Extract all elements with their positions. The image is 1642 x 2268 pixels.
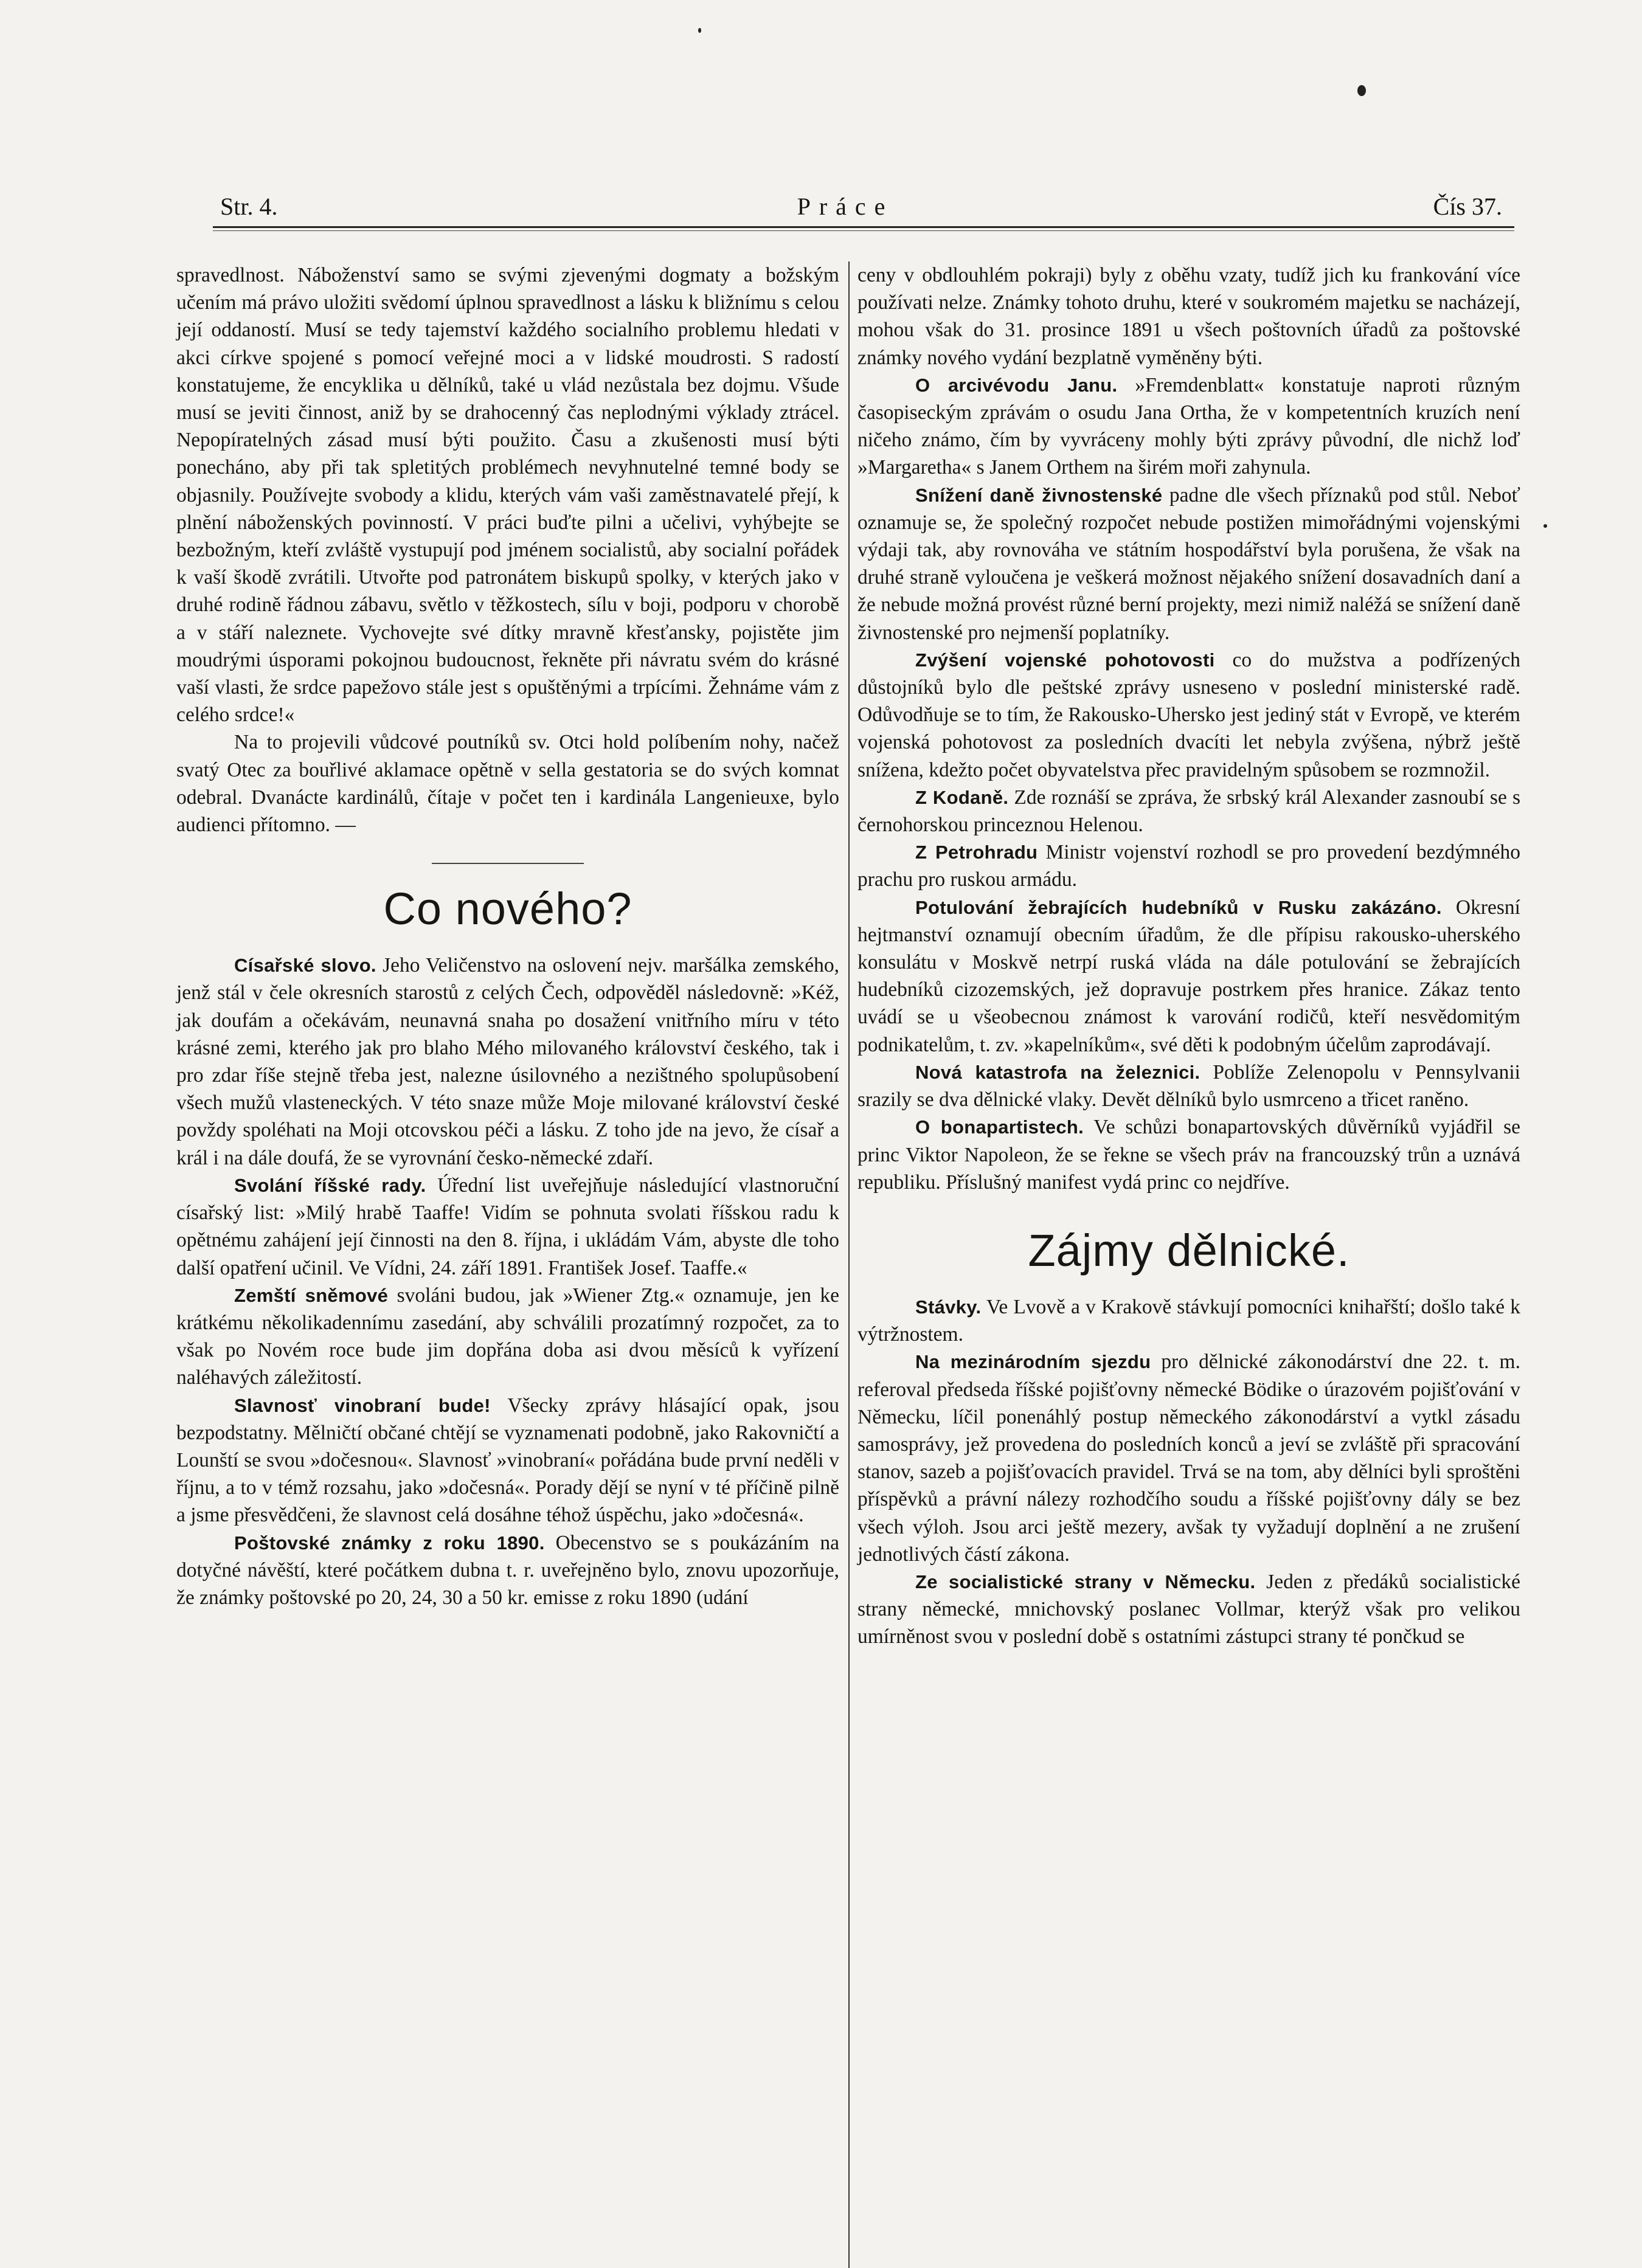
header-rule [213, 226, 1514, 231]
news-lead: O arcivévodu Janu. [915, 374, 1118, 396]
news-lead: Stávky. [915, 1296, 982, 1318]
news-item [176, 1172, 839, 1282]
issue-number: Čís 37. [1433, 193, 1502, 220]
news-item [857, 372, 1520, 482]
news-text: Okresní hejtmanství oznamují obecním úřadům, že dle přípisu rakousko-uherského konsulátu v Moskvě netrpí ruská vláda na dále potulování se žebrajících hudebníků cizozemských, jež dopravuje postrkem přes hranice. Zákaz tento uvádí se u všeobecnou známost k varování rodičů, kteří nesvědomitým podnikatelům, t. zv. »kapelníkům«, své děti k podobným účelům zaprodávají. [857, 896, 1520, 1056]
left-column [176, 261, 839, 1611]
news-lead: Snížení daně živnostenské [915, 484, 1163, 506]
news-lead: Z Petrohradu [915, 842, 1038, 863]
news-item [176, 1392, 839, 1529]
news-lead: Císařské slovo. [234, 955, 376, 977]
news-text: Poblíže Zelenopolu v Pennsylvanii srazily se dva dělnické vlaky. Devět dělníků bylo usmrceno a třicet raněno. [857, 1060, 1520, 1112]
news-text: Obecenstvo se s poukázáním na dotyčné návěští, které počátkem dubna t. r. uveřejněno bylo, znovu upozorňuje, že známky poštovské po 20, 24, 30 a 50 kr. emisse z roku 1890 (udání [176, 1531, 839, 1609]
section-divider [432, 863, 584, 864]
news-text: pro dělnické zákonodárství dne 22. t. m. referoval předseda říšské pojišťovny německé Bödike o úrazovém pojišťování v Německu, líčil ponenáhlý postup německého zákonodárství a vytkl zásadu samosprávy, jež provedena do posledních konců a jeví se zvláště při spracování stanov, sazeb a pojišťovacích pravidel. Trvá se na tom, aby dělníci byli sproštěni příspěvků a právní nálezy rozhodčího soudu a říšské pojišťovny dály se bez všech výloh. Jsou arci ještě mezery, avšak ty vyžadují doplnění a ne zrušení jednotlivých částí zákona. [857, 1350, 1520, 1566]
newspaper-title: Práce [797, 193, 894, 220]
ink-speck [698, 28, 701, 33]
labor-item [857, 1348, 1520, 1568]
news-text: »Fremdenblatt« konstatuje naproti různým časopiseckým zprávám o osudu Jana Ortha, že v kompetentních kruzích není ničeho známo, čím by vyvráceny mohly býti zprávy původní, dle nichž loď »Margaretha« s Janem Orthem na širém moři zahynula. [857, 373, 1520, 479]
news-text: Všecky zprávy hlásající opak, jsou bezpodstatny. Mělničtí občané chtějí se vyznamenati podobně, jako Rakovničtí a Lounští se svou »dočesnou«. Slavnosť »vinobraní« pořádána bude první neděli v říjnu, a to v témž rozsahu, jako »dočesná«. Porady dějí se nyní v té příčině pilně a jsme přesvědčeni, že slavnost celá dosáhne téhož úspěchu, jako »dočesná«. [176, 1394, 840, 1527]
news-lead: Poštovské známky z roku 1890. [234, 1532, 545, 1554]
news-item [857, 1113, 1520, 1196]
newspaper-page [176, 182, 1520, 2189]
news-lead: Slavnosť vinobraní bude! [234, 1394, 491, 1416]
news-text: padne dle všech příznaků pod stůl. Neboť oznamuje se, že společný rozpočet nebude postižen mimořádnými vojenskými výdaji tak, aby rovnováha ve státním hospodářství byla porušena, že však na druhé straně vyloučena je veškerá možnost nějakého snížení dosavadních daní a že nebude možná provést různé berní projekty, mezi nimiž naléžá se snížení daně živnostenské pro nejmenší poplatníky. [857, 483, 1520, 644]
news-text: Úřední list uveřejňuje následující vlastnoruční císařský list: »Milý hrabě Taaffe! Vidím se pohnuta svolati říšskou radu k opětnému zahájení její činnosti na den 8. října, i ukládám Vám, abyste dle toho další opatření učinil. Ve Vídni, 24. září 1891. František Josef. Taaffe.« [176, 1174, 839, 1279]
news-text: svoláni budou, jak »Wiener Ztg.« oznamuje, jen ke krátkému několikadennímu zasedání, aby schválili prozatímný rozpočet, za to však po Novém roce bude jim dopřána doba asi dvou měsíců k vyřízení naléhavých záležitostí. [176, 1284, 839, 1389]
news-item [857, 261, 1520, 372]
section-title-labor: Zájmy dělnické. [1028, 1225, 1350, 1276]
article-paragraph: spravedlnost. Náboženství samo se svými zjevenými dogmaty a božským učením má právo uložiti svědomí úplnou spravedlnost a lásku k bližnímu s celou její oddaností. Musí se tedy tajemství každého socialního problemu hledati v akci církve spojené s pomocí veřejné moci a v lidské moudrosti. S radostí konstatujeme, že encyklika u dělníků, také u vlád nezůstala bez dojmu. Všude musí se jeviti činnost, aniž by se drahocenný čas neplodnými výklady ztrácel. Nepopíratelných zásad musí býti použito. Času a zkušenosti musí býti ponecháno, aby při tak spletitých problémech nevyhnutelné temné body se objasnily. Používejte svobody a klidu, kterých vám vaši zaměstnavatelé přejí, k plnění náboženských povinností. V práci buďte pilni a učelivi, vyhýbejte se bezbožným, kteří zvláště vystupují pod jménem socialistů, aby socialní pořádek k vaší škodě zvrátili. Utvořte pod patronátem biskupů spolky, v kterých jako v druhé rodině řádnou zábavu, světlo v těžkostech, sílu v boji, podporu v chorobě a v stáří naleznete. Vychovejte své dítky mravně křesťansky, pojistěte jim moudrými úsporami pokojnou budoucnost, řekněte při návratu svém do krásné vaší vlasti, že srdce papežovo stále jest s opuštěnými a trpícími. Žehnáme vám z celého srdce!« [176, 264, 839, 727]
ink-speck [1543, 524, 1547, 528]
news-lead: Nová katastrofa na železnici. [915, 1061, 1200, 1083]
section-title-news: Co nového? [383, 883, 632, 935]
news-item [176, 952, 839, 1172]
news-lead: Zemští sněmové [234, 1284, 389, 1306]
right-column [857, 261, 1520, 1651]
news-lead: Svolání říšské rady. [234, 1174, 426, 1196]
news-lead: Ze socialistické strany v Německu. [915, 1571, 1256, 1592]
news-text: Ve schůzi bonapartovských důvěrníků vyjádřil se princ Viktor Napoleon, že se řekne se všech práv na francouzský trůn a uznává republiku. Příslušný manifest vydá princ co nejdříve. [857, 1116, 1520, 1194]
news-lead: Zvýšení vojenské pohotovosti [915, 649, 1215, 671]
news-text: Zde roznáší se zpráva, že srbský král Alexander zasnoubí se s černohorskou princeznou Helenou. [857, 786, 1520, 837]
news-lead: Na mezinárodním sjezdu [915, 1351, 1151, 1373]
news-text: Jeho Veličenstvo na oslovení nejv. maršálka zemského, jenž stál v čele okresních starostů z celých Čech, odpověděl následovně: »Kéž, jak doufám a očekávám, neunavná snaha po dosažení vnitřního míru v této krásné zemi, kterého jak pro blaho Mého milovaného království českého, tak i pro zdar říše stejně třeba jest, nalezne úsilovného a nezištného spolupůsobení všech mužů vlasteneckých. V této snaze může Moje milované království české povždy spoléhati na Moji otcovskou péči a lásku. Z toho jde na jevo, že císař a král i na dále doufá, že se vyrovnání česko-německé zdaří. [176, 954, 839, 1169]
news-item [857, 482, 1520, 646]
news-item [176, 1282, 839, 1392]
labor-item [857, 1293, 1520, 1348]
labor-item [857, 1568, 1520, 1651]
article-paragraph: Na to projevili vůdcové poutníků sv. Otci hold políbením nohy, načež svatý Otec za bouřlivé aklamace opětně v sella gestatoria se do svých komnat odebral. Dvanácte kardinálů, čítaje v počet ten i kardinála Langenieuxe, bylo audienci přítomno. — [176, 731, 839, 837]
page-number: Str. 4. [220, 193, 278, 220]
news-item [857, 894, 1520, 1059]
news-item [857, 838, 1520, 893]
news-item [857, 784, 1520, 838]
news-lead: Potulování žebrajících hudebníků v Rusku zakázáno. [915, 896, 1442, 918]
news-text: Jeden z předáků socialistické strany německé, mnichovský poslanec Vollmar, kterýž však pro velikou umírněnost svou v poslední době s ostatními zástupci strany té pončkud se [857, 1570, 1520, 1648]
news-text: ceny v obdlouhlém pokraji) byly z oběhu vzaty, tudíž jich ku frankování více používati nelze. Známky tohoto druhu, které v soukromém majetku se nacházejí, mohou však do 31. prosince 1891 u všech poštovních úřadů za poštovské známky nového vydání bezplatně vyměněny býti. [857, 264, 1520, 369]
news-text: Ve Lvově a v Krakově stávkují pomocníci knihařští; došlo také k výtržnostem. [857, 1295, 1520, 1346]
column-divider [848, 261, 850, 2268]
news-item [176, 1529, 839, 1612]
news-lead: O bonapartistech. [915, 1116, 1084, 1138]
news-text: Ministr vojenství rozhodl se pro provedení bezdýmného prachu pro ruskou armádu. [857, 841, 1520, 891]
news-lead: Z Kodaně. [915, 786, 1009, 808]
news-item [857, 646, 1520, 784]
page-header [176, 190, 1514, 224]
news-item [857, 1059, 1520, 1113]
ink-speck [1357, 85, 1366, 96]
news-text: co do mužstva a podřízených důstojníků bylo dle peštské zprávy usneseno v poslední ministerské radě. Odůvodňuje se to tím, že Rakousko-Uhersko jest jediný stát v Evropě, ve kterém vojenská pohotovost za posledních dvacíti let nebyla zvýšena, nýbrž ještě snížena, kdežto počet obyvatelstva přec pravidelným spůsobem se rozmnožil. [857, 648, 1520, 781]
